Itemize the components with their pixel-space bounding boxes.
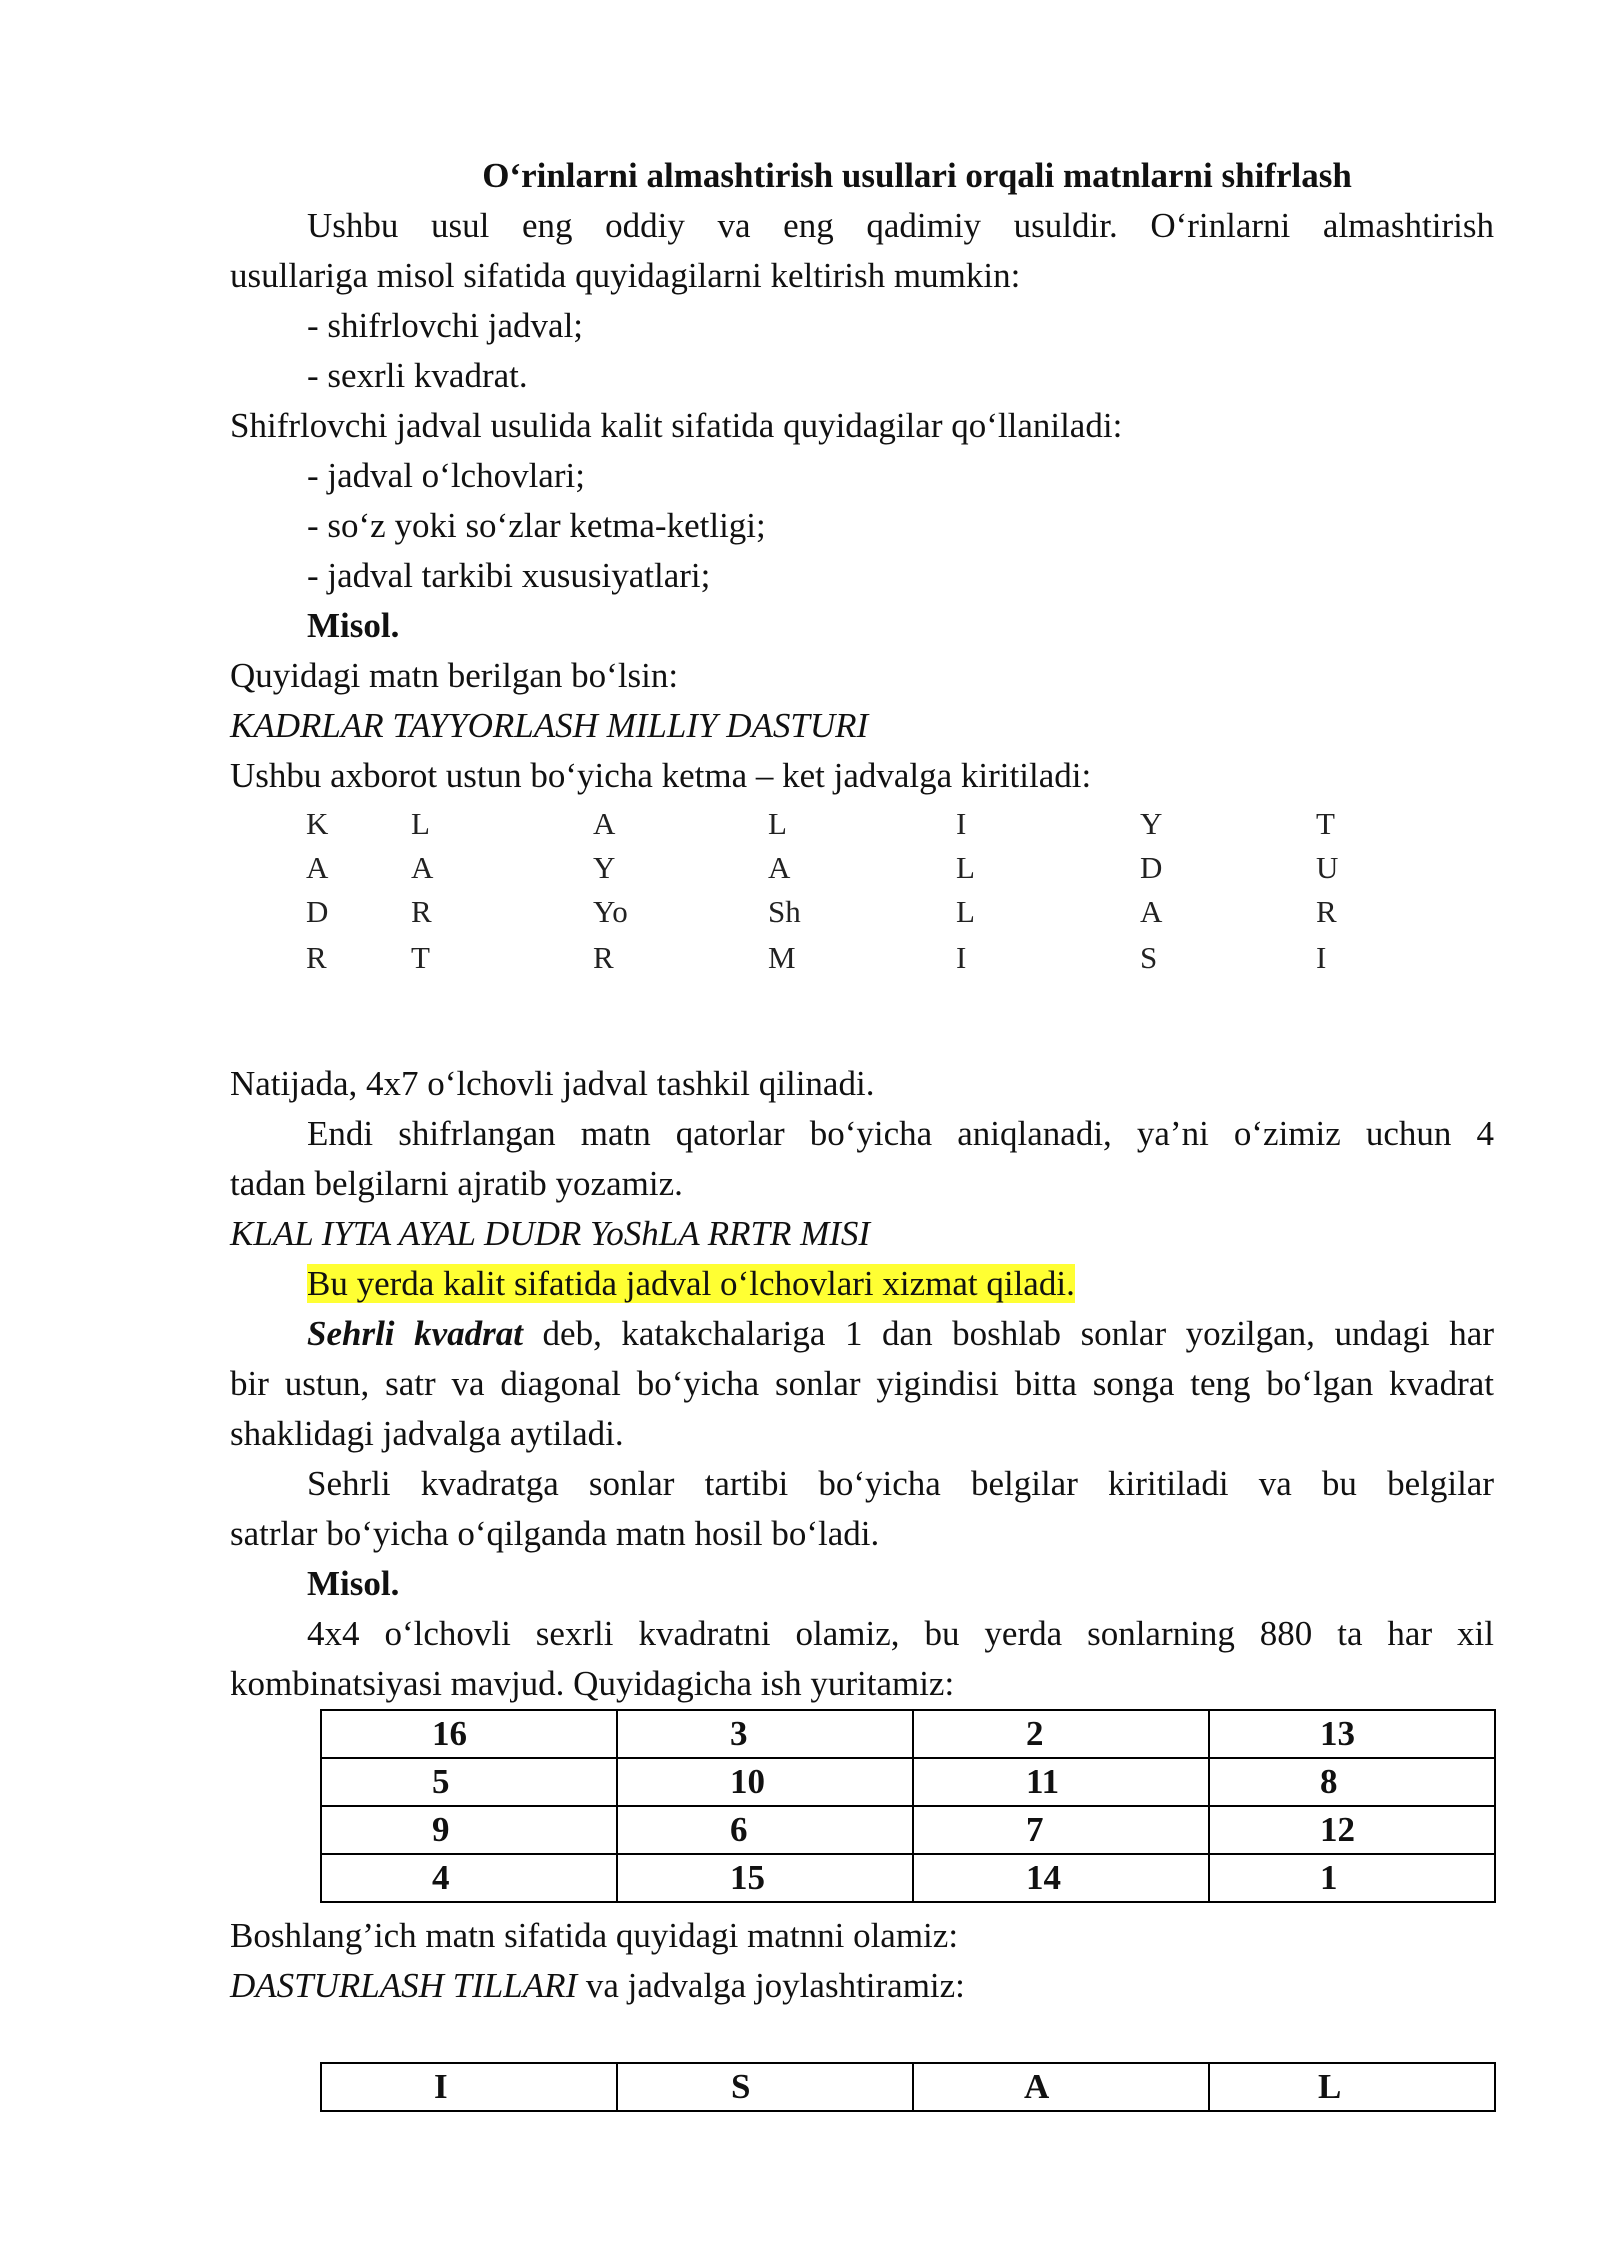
table-cell [321,1854,617,1902]
grid-letter: L [411,806,430,841]
table-cell [321,1710,617,1758]
cell-number: 11 [1026,1762,1060,1801]
fill-table [320,2062,1496,2112]
cell-number: 5 [432,1762,450,1801]
cell-number: 6 [730,1810,748,1849]
table-row [321,2063,1495,2111]
grid-letter: M [768,940,796,975]
table-cell [617,2063,913,2111]
list-item: - jadval tarkibi xususiyatlari; [307,556,711,595]
cell-number: 8 [1320,1762,1338,1801]
cell-number: 15 [730,1858,765,1897]
magic-ex-line-2: kombinatsiyasi mavjud. Quyidagicha ish yuritamiz: [230,1664,955,1703]
source-line [230,1961,1494,2011]
rows-line-2: tadan belgilarni ajratib yozamiz. [230,1164,683,1203]
grid-letter: A [1140,894,1163,929]
highlighted-text: Bu yerda kalit sifatida jadval o‘lchovlari xizmat qiladi. [307,1264,1075,1303]
table-cell [913,1806,1209,1854]
cell-number: 2 [1026,1714,1044,1753]
cell-number: 1 [1320,1858,1338,1897]
grid-letter: T [411,940,430,975]
table-cell [617,1806,913,1854]
magic-def-rest: deb, katakchalariga 1 dan boshlab sonlar yozilgan, undagi har [522,1314,1494,1353]
table-row [321,1710,1495,1758]
table-row [321,1758,1495,1806]
cell-letter: A [1024,2067,1050,2106]
source-intro: Boshlang’ich matn sifatida quyidagi matnni olamiz: [230,1916,959,1955]
table-cell [1209,1758,1495,1806]
grid-letter: Sh [768,894,801,929]
grid-letter: I [1316,940,1327,975]
table-cell [913,1710,1209,1758]
page-title: O‘rinlarni almashtirish usullari orqali matnlarni shifrlash [482,156,1352,195]
magic-fill-line-1: Sehrli kvadratga sonlar tartibi bo‘yicha belgilar kiritiladi va bu belgilar [307,1464,1494,1503]
table-cell [617,1758,913,1806]
grid-letter: D [1140,850,1163,885]
rows-line-1: Endi shifrlangan matn qatorlar bo‘yicha aniqlanadi, ya’ni o‘zimiz uchun 4 [307,1114,1494,1153]
table-cell [321,1806,617,1854]
table-cell [1209,1854,1495,1902]
grid-letter: L [768,806,787,841]
grid-letter: A [768,850,791,885]
grid-letter: K [306,806,329,841]
table-cell [617,1854,913,1902]
grid-letter: A [593,806,616,841]
table-cell [1209,1710,1495,1758]
magic-fill-line-2: satrlar bo‘yicha o‘qilganda matn hosil bo‘ladi. [230,1514,880,1553]
grid-result: Natijada, 4x7 o‘lchovli jadval tashkil qilinadi. [230,1064,875,1103]
table-row [321,1854,1495,1902]
table-cell [1209,2063,1495,2111]
list-item: - so‘z yoki so‘zlar ketma-ketligi; [307,506,766,545]
source-text: DASTURLASH TILLARI [230,1966,578,2005]
grid-letter: A [411,850,434,885]
cell-number: 14 [1026,1858,1061,1897]
table-cell [321,2063,617,2111]
intro-line-2: usullariga misol sifatida quyidagilarni keltirish mumkin: [230,256,1021,295]
cell-letter: I [434,2067,448,2106]
grid-letter: L [956,894,975,929]
magic-def-line-2: bir ustun, satr va diagonal bo‘yicha sonlar yigindisi bitta songa teng bo‘lgan kvadrat [230,1364,1494,1403]
example-entered: Ushbu axborot ustun bo‘yicha ketma – ket jadvalga kiritiladi: [230,756,1092,795]
cell-number: 9 [432,1810,450,1849]
grid-letter: U [1316,850,1339,885]
grid-letter: Y [593,850,616,885]
magic-def-line-1 [307,1309,1494,1359]
table-cell [913,1854,1209,1902]
grid-letter: T [1316,806,1335,841]
table-cell [617,1710,913,1758]
magic-square-table [320,1709,1496,1903]
cipher-text: KLAL IYTA AYAL DUDR YoShLA RRTR MISI [230,1214,871,1253]
example-label: Misol. [307,606,400,645]
cell-number: 3 [730,1714,748,1753]
cell-letter: S [731,2067,751,2106]
cell-number: 10 [730,1762,765,1801]
grid-letter: Y [1140,806,1163,841]
table-cell [913,1758,1209,1806]
keys-intro: Shifrlovchi jadval usulida kalit sifatida quyidagilar qo‘llaniladi: [230,406,1123,445]
grid-letter: I [956,806,967,841]
list-item: - shifrlovchi jadval; [307,306,584,345]
cell-letter: L [1318,2067,1342,2106]
cell-number: 16 [432,1714,467,1753]
grid-letter: R [1316,894,1337,929]
source-rest: va jadvalga joylashtiramiz: [577,1966,965,2005]
example-given: Quyidagi matn berilgan bo‘lsin: [230,656,679,695]
grid-letter: D [306,894,329,929]
cell-number: 13 [1320,1714,1355,1753]
intro-line-1: Ushbu usul eng oddiy va eng qadimiy usuldir. O‘rinlarni almashtirish [307,206,1494,245]
grid-letter: R [411,894,432,929]
grid-letter: I [956,940,967,975]
list-item: - sexrli kvadrat. [307,356,528,395]
cell-number: 4 [432,1858,450,1897]
plain-text: KADRLAR TAYYORLASH MILLIY DASTURI [230,706,869,745]
cell-number: 12 [1320,1810,1355,1849]
table-cell [913,2063,1209,2111]
magic-term: Sehrli kvadrat [307,1314,523,1353]
table-row [321,1806,1495,1854]
grid-letter: L [956,850,975,885]
cell-number: 7 [1026,1810,1044,1849]
table-cell [1209,1806,1495,1854]
list-item: - jadval o‘lchovlari; [307,456,585,495]
grid-letter: R [593,940,614,975]
grid-letter: A [306,850,329,885]
magic-def-line-3: shaklidagi jadvalga aytiladi. [230,1414,624,1453]
example-label: Misol. [307,1564,400,1603]
table-cell [321,1758,617,1806]
highlight-note [307,1259,1494,1309]
grid-letter: S [1140,940,1158,975]
grid-letter: R [306,940,327,975]
grid-letter: Yo [593,894,628,929]
magic-ex-line-1: 4x4 o‘lchovli sexrli kvadratni olamiz, bu yerda sonlarning 880 ta har xil [307,1614,1494,1653]
